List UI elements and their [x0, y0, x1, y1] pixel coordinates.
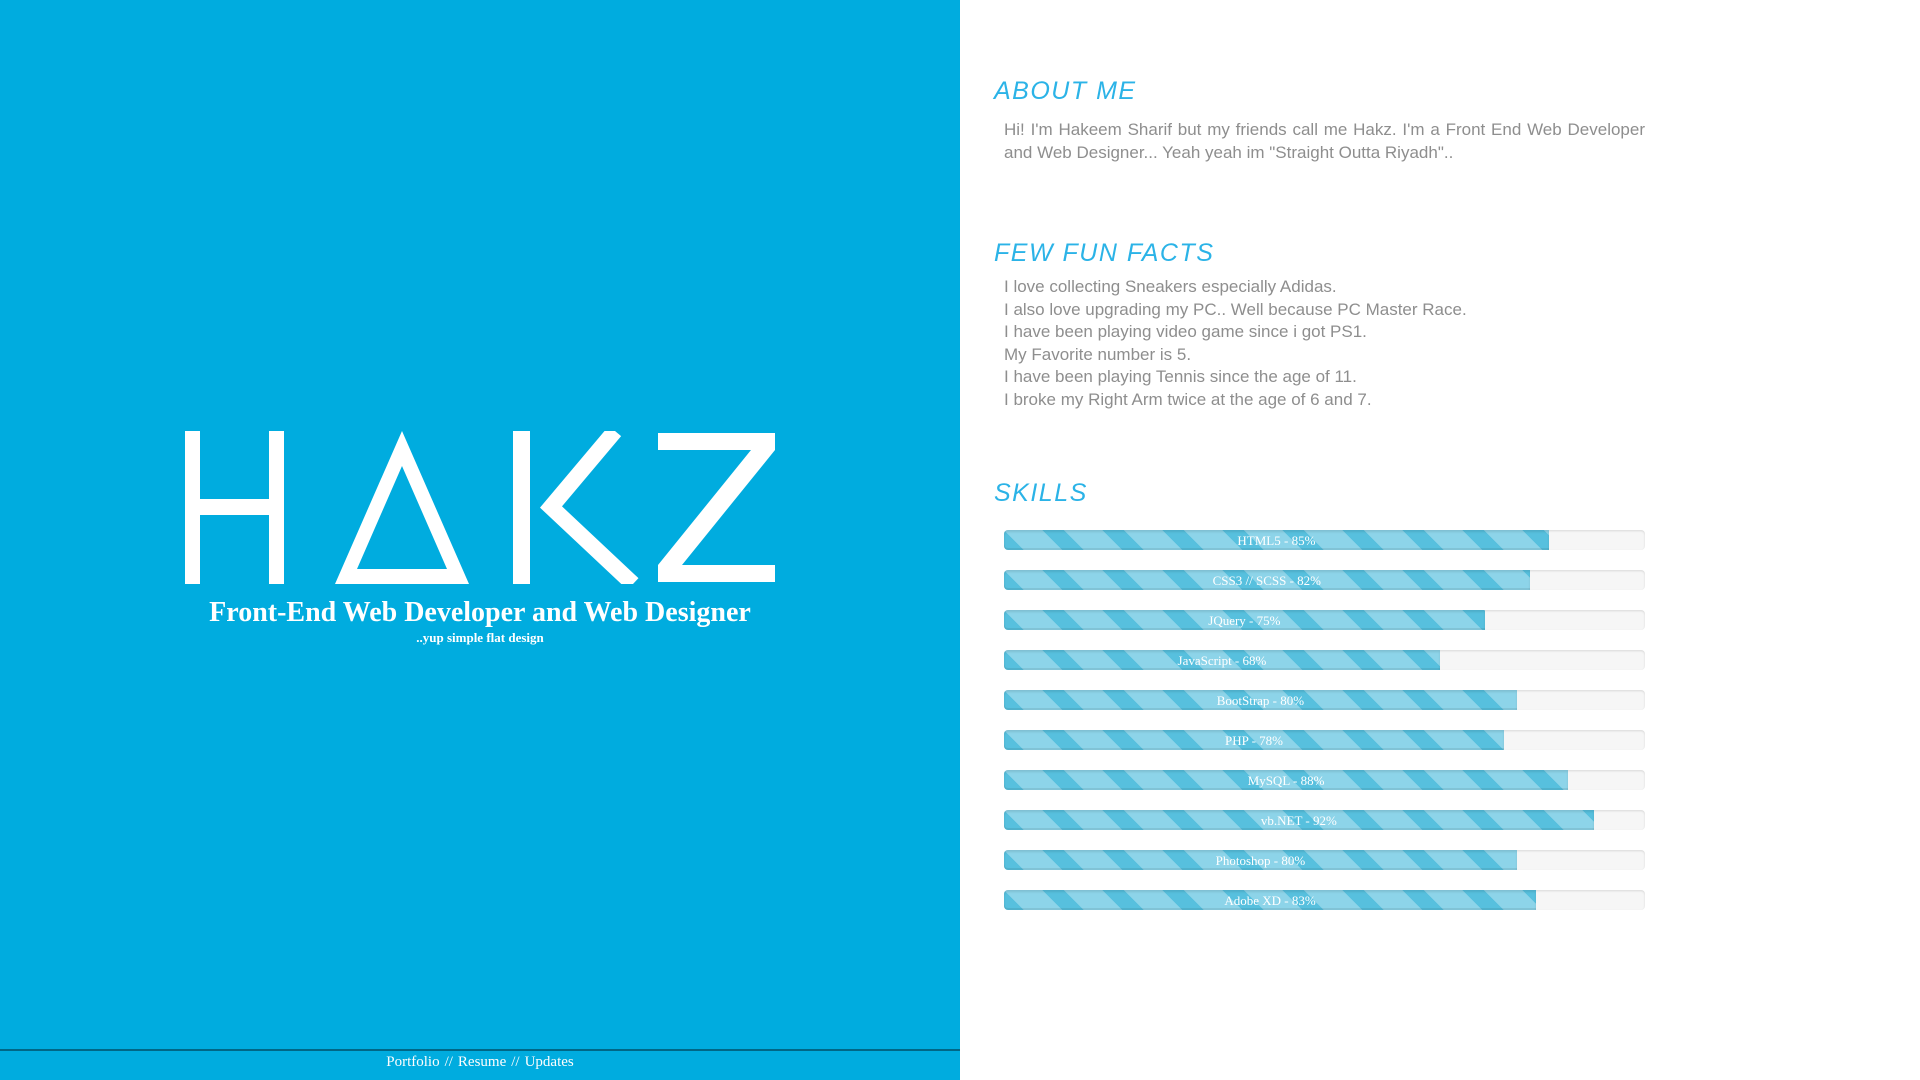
skill-bar-fill: [1004, 810, 1594, 830]
skill-bar-label: Photoshop - 80%: [1215, 852, 1306, 868]
skill-bar-fill: [1004, 730, 1504, 750]
fun-fact-line: I have been playing Tennis since the age of 11.: [1004, 367, 1357, 386]
skill-bar-label: vb.NET - 92%: [1260, 812, 1337, 828]
fun-fact-line: I love collecting Sneakers especially Adidas.: [1004, 277, 1337, 296]
skill-bar: [1004, 530, 1645, 550]
subtagline: ..yup simple flat design: [416, 630, 544, 645]
about-body: Hi! I'm Hakeem Sharif but my friends call me Hakz. I'm a Front End Web Developer and Web Designer... Yeah yeah im "Straight Outta Riyadh"..: [1004, 120, 1645, 162]
fun-fact-line: My Favorite number is 5.: [1004, 344, 1192, 364]
tagline: Front-End Web Developer and Web Designer: [209, 597, 751, 628]
skill-bar: [1004, 650, 1645, 670]
fun-facts-list: [1004, 276, 1920, 411]
skill-bar-fill: [1004, 610, 1485, 630]
logo-letter-a: [335, 431, 469, 584]
skill-bar-fill: [1004, 530, 1549, 550]
skill-bar-fill: [1004, 650, 1440, 670]
footer-link-portfolio[interactable]: Portfolio: [386, 1054, 440, 1070]
footer-separator: //: [511, 1054, 520, 1070]
footer-separator: //: [444, 1054, 453, 1070]
skill-bar-label: JQuery - 75%: [1208, 612, 1281, 628]
section-about: [960, 76, 1920, 164]
skill-bar-fill: [1004, 770, 1568, 790]
skill-bar-label: PHP - 78%: [1224, 732, 1283, 748]
about-title: ABOUT ME: [994, 77, 1137, 105]
skill-bar-fill: [1004, 890, 1536, 910]
hakz-logo: [185, 431, 775, 584]
skill-bar: [1004, 810, 1645, 830]
skill-bar-label: HTML5 - 85%: [1237, 532, 1316, 548]
skill-bar: [1004, 730, 1645, 750]
logo-letter-k: [513, 431, 530, 584]
fun-facts-title: FEW FUN FACTS: [994, 239, 1215, 267]
skill-bar: [1004, 770, 1645, 790]
hero-branding: [185, 431, 775, 645]
section-fun-facts: [960, 238, 1920, 411]
skill-bar: [1004, 570, 1645, 590]
skill-bar-label: CSS3 // SCSS - 82%: [1212, 572, 1321, 588]
skill-bar-label: JavaScript - 68%: [1177, 652, 1267, 668]
section-skills: [960, 478, 1920, 910]
fun-fact-line: I have been playing video game since i got PS1.: [1004, 322, 1367, 341]
content-panel: [960, 0, 1920, 1080]
skill-bar-label: Adobe XD - 83%: [1224, 892, 1316, 908]
footer-link-resume[interactable]: Resume: [457, 1054, 507, 1070]
hero-footer: [0, 1049, 960, 1080]
skill-bar-fill: [1004, 690, 1517, 710]
skill-bar-fill: [1004, 850, 1517, 870]
skill-bar-label: MySQL - 88%: [1247, 772, 1325, 788]
skill-bar: [1004, 890, 1645, 910]
skill-bar-fill: [1004, 570, 1530, 590]
fun-fact-line: I also love upgrading my PC.. Well because PC Master Race.: [1004, 299, 1467, 319]
skill-bar-label: BootStrap - 80%: [1216, 692, 1305, 708]
skill-bar: [1004, 850, 1645, 870]
skills-title: SKILLS: [994, 479, 1088, 507]
footer-link-updates[interactable]: Updates: [524, 1054, 574, 1070]
skill-bar: [1004, 610, 1645, 630]
skill-bars: [1004, 530, 1645, 910]
skill-bar: [1004, 690, 1645, 710]
logo-letter-z: [658, 433, 775, 582]
fun-fact-line: I broke my Right Arm twice at the age of 6 and 7.: [1004, 389, 1372, 409]
